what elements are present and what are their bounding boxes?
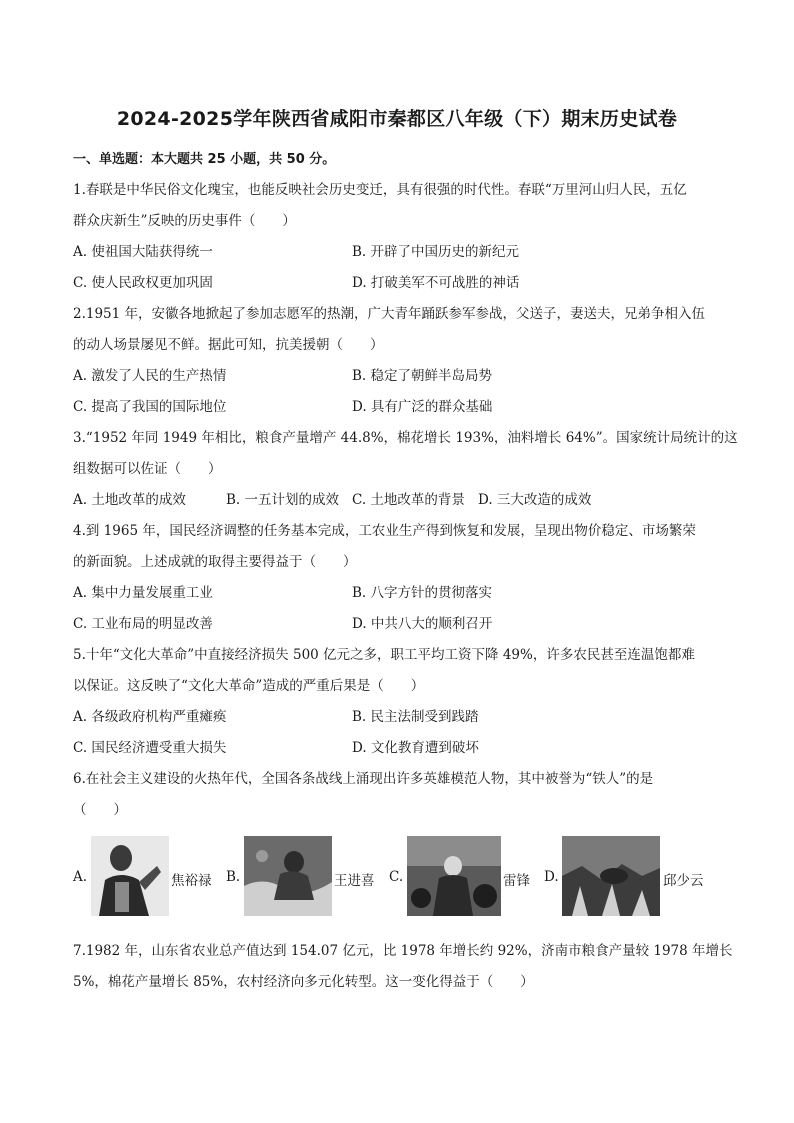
q1-option-a: A. 使祖国大陆获得统一 [73, 244, 213, 260]
q6-photo-d [562, 836, 660, 916]
q1-option-b: B. 开辟了中国历史的新纪元 [352, 244, 520, 260]
q5-option-d: D. 文化教育遭到破坏 [352, 740, 479, 756]
q4-option-b: B. 八字方针的贯彻落实 [352, 585, 493, 601]
q2-option-d: D. 具有广泛的群众基础 [352, 399, 493, 415]
q1-option-d: D. 打破美军不可战胜的神话 [352, 275, 520, 291]
q2-line2: 的动人场景屡见不鲜。据此可知，抗美援朝（ ） [73, 337, 384, 353]
q3-option-a: A. 土地改革的成效 [73, 492, 186, 508]
q7-line1: 7.1982 年，山东省农业总产值达到 154.07 亿元，比 1978 年增长约 92%，济南市粮食产量较 1978 年增长 [73, 943, 733, 959]
q1-line1: 1.春联是中华民俗文化瑰宝，也能反映社会历史变迁，具有很强的时代性。春联“万里河山归人民，五亿 [73, 182, 687, 198]
q3-line1: 3.“1952 年同 1949 年相比，粮食产量增产 44.8%，棉花增长 193%，油料增长 64%”。国家统计局统计的这 [73, 430, 738, 446]
q2-option-a: A. 激发了人民的生产热情 [73, 368, 227, 384]
section-heading: 一、单选题：本大题共 25 小题，共 50 分。 [73, 152, 336, 167]
q6-option-c-name: 雷锋 [503, 873, 530, 889]
q4-option-d: D. 中共八大的顺利召开 [352, 616, 493, 632]
q5-option-a: A. 各级政府机构严重瘫痪 [73, 709, 227, 725]
q6-option-b-name: 王进喜 [334, 873, 375, 889]
q4-line1: 4.到 1965 年，国民经济调整的任务基本完成，工农业生产得到恢复和发展，呈现出物价稳定、市场繁荣 [73, 523, 696, 539]
q7-line2: 5%，棉花产量增长 85%，农村经济向多元化转型。这一变化得益于（ ） [73, 974, 534, 990]
q3-option-b: B. 一五计划的成效 [226, 492, 340, 508]
q1-line2: 群众庆新生”反映的历史事件（ ） [73, 213, 296, 229]
q4-option-c: C. 工业布局的明显改善 [73, 616, 213, 632]
q1-option-c: C. 使人民政权更加巩固 [73, 275, 213, 291]
q6-option-c-letter: C. [389, 869, 404, 885]
q3-line2: 组数据可以佐证（ ） [73, 461, 222, 477]
q6-option-a-letter: A. [73, 869, 88, 885]
q4-option-a: A. 集中力量发展重工业 [73, 585, 213, 601]
q6-photo-b [244, 836, 332, 916]
q3-option-d: D. 三大改造的成效 [478, 492, 592, 508]
exam-title: 2024-2025学年陕西省咸阳市秦都区八年级（下）期末历史试卷 [116, 108, 678, 130]
q6-line1: 6.在社会主义建设的火热年代，全国各条战线上涌现出许多英雄模范人物，其中被誉为“铁人”的是 [73, 771, 654, 787]
q5-option-c: C. 国民经济遭受重大损失 [73, 740, 227, 756]
q2-line1: 2.1951 年，安徽各地掀起了参加志愿军的热潮，广大青年踊跃参军参战，父送子，妻送夫，兄弟争相入伍 [73, 306, 706, 322]
q6-photo-a [91, 836, 169, 916]
q6-option-a-name: 焦裕禄 [171, 873, 212, 889]
q3-option-c: C. 土地改革的背景 [352, 492, 465, 508]
q5-option-b: B. 民主法制受到践踏 [352, 709, 479, 725]
q2-option-b: B. 稳定了朝鲜半岛局势 [352, 368, 493, 384]
q5-line1: 5.十年“文化大革命”中直接经济损失 500 亿元之多，职工平均工资下降 49%，许多农民甚至连温饱都难 [73, 647, 695, 663]
q6-option-d-name: 邱少云 [663, 873, 704, 889]
q2-option-c: C. 提高了我国的国际地位 [73, 399, 227, 415]
q6-photo-c [407, 836, 501, 916]
q5-line2: 以保证。这反映了“文化大革命”造成的严重后果是（ ） [73, 678, 425, 694]
q4-line2: 的新面貌。上述成就的取得主要得益于（ ） [73, 554, 357, 570]
q6-option-b-letter: B. [226, 869, 241, 885]
q6-line2: （ ） [73, 802, 127, 818]
q6-option-d-letter: D. [544, 869, 559, 885]
